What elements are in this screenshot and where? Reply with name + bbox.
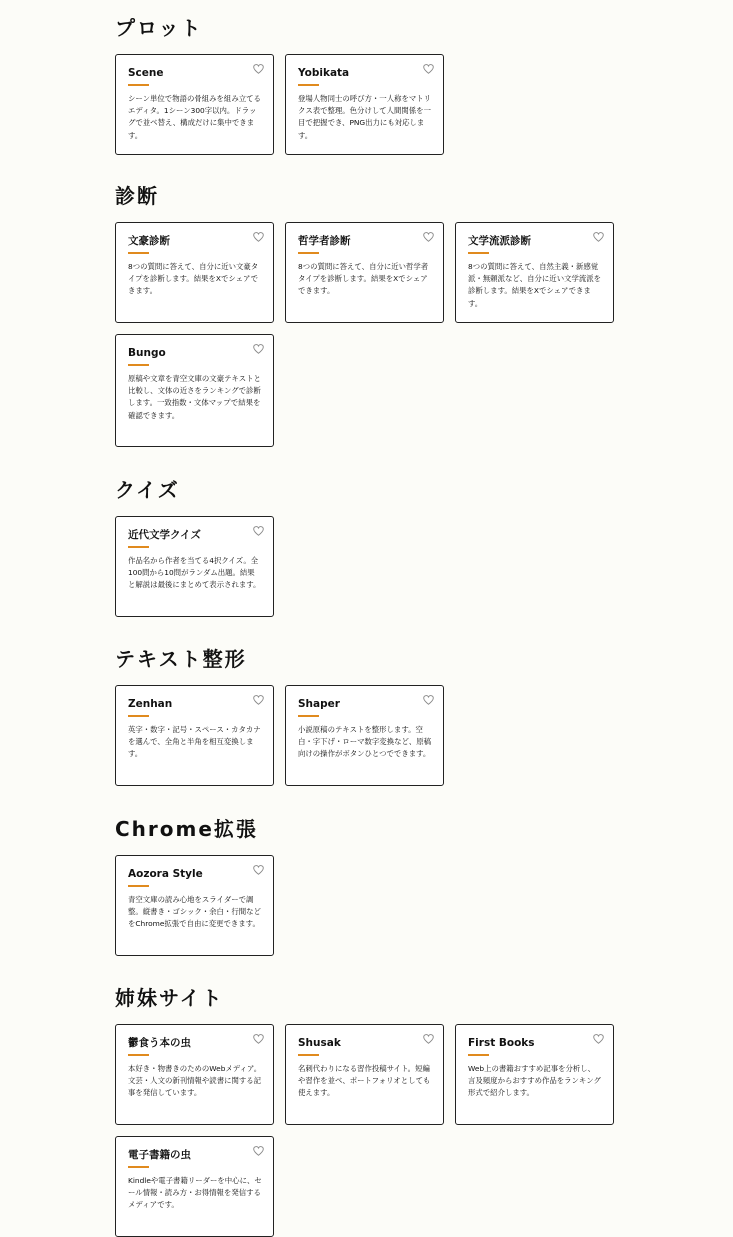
- site-card-shusak[interactable]: [285, 1024, 444, 1125]
- card-description: 原稿や文章を青空文庫の文豪テキストと比較し、文体の近さをランキングで診断します。一致指数・文体マップで結果を確認できます。: [128, 374, 261, 420]
- tool-card-scene[interactable]: [115, 54, 274, 155]
- card-title: First Books: [468, 1037, 535, 1049]
- card-description: 本好き・物書きのためのWebメディア。文芸・人文の新刊情報や読書に関する記事を発信しています。: [128, 1064, 262, 1098]
- section-sister-sites: [115, 984, 635, 1237]
- accent-rule: [298, 252, 319, 254]
- card-title: 文学流派診断: [468, 235, 531, 247]
- heart-icon[interactable]: [253, 695, 264, 705]
- section-diagnosis: [115, 182, 635, 447]
- section-title: 姉妹サイト: [115, 986, 224, 1010]
- accent-rule: [128, 885, 149, 887]
- accent-rule: [298, 84, 319, 86]
- heart-icon[interactable]: [593, 232, 604, 242]
- section-plot: [115, 14, 635, 155]
- heart-icon[interactable]: [253, 526, 264, 536]
- tools-page: [115, 0, 635, 1237]
- card-description: 登場人物同士の呼び方・一人称をマトリクス表で整理。色分けして人間関係を一目で把握でき、PNG出力にも対応します。: [298, 94, 432, 140]
- card-grid: [115, 516, 635, 617]
- card-title: Zenhan: [128, 698, 173, 710]
- card-title: Shusak: [298, 1037, 341, 1049]
- card-grid: [115, 54, 635, 155]
- tool-card-literature-quiz[interactable]: [115, 516, 274, 617]
- heart-icon[interactable]: [593, 1034, 604, 1044]
- card-grid: [115, 222, 635, 447]
- card-description: 8つの質問に答えて、自分に近い文豪タイプを診断します。結果をXでシェアできます。: [128, 262, 259, 296]
- section-title: 診断: [115, 184, 159, 208]
- section-text-formatting: [115, 645, 635, 786]
- tool-card-yobikata[interactable]: [285, 54, 444, 155]
- accent-rule: [128, 1054, 149, 1056]
- heart-icon[interactable]: [253, 1146, 264, 1156]
- card-description: 8つの質問に答えて、自然主義・新感覚派・無頼派など、自分に近い文学流派を診断します。結果をXでシェアできます。: [468, 262, 602, 308]
- card-grid: [115, 1024, 635, 1237]
- accent-rule: [128, 715, 149, 717]
- section-title: プロット: [115, 16, 203, 40]
- tool-card-zenhan[interactable]: [115, 685, 274, 786]
- site-card-ebook-worm[interactable]: [115, 1136, 274, 1237]
- tool-card-aozora-style[interactable]: [115, 855, 274, 956]
- card-title: 電子書籍の虫: [128, 1149, 191, 1161]
- card-title: 近代文学クイズ: [128, 529, 201, 541]
- section-title: テキスト整形: [115, 647, 247, 671]
- card-description: Kindleや電子書籍リーダーを中心に、セール情報・読み方・お得情報を発信するメディアです。: [128, 1176, 262, 1210]
- card-description: Web上の書籍おすすめ記事を分析し、言及頻度からおすすめ作品をランキング形式で紹介します。: [468, 1064, 601, 1098]
- card-grid: [115, 855, 635, 956]
- card-title: 文豪診断: [128, 235, 170, 247]
- site-card-bookworm[interactable]: [115, 1024, 274, 1125]
- accent-rule: [298, 1054, 319, 1056]
- tool-card-philosopher-diagnosis[interactable]: [285, 222, 444, 323]
- section-title: クイズ: [115, 478, 180, 502]
- card-description: 青空文庫の読み心地をスライダーで調整。縦書き・ゴシック・余白・行間などをChrome拡張で自由に変更できます。: [128, 895, 261, 929]
- heart-icon[interactable]: [423, 695, 434, 705]
- section-quiz: [115, 476, 635, 617]
- accent-rule: [128, 546, 149, 548]
- tool-card-bungo[interactable]: [115, 334, 274, 447]
- heart-icon[interactable]: [253, 1034, 264, 1044]
- accent-rule: [468, 1054, 489, 1056]
- card-title: 哲学者診断: [298, 235, 351, 247]
- tool-card-bungo-diagnosis[interactable]: [115, 222, 274, 323]
- tool-card-school-diagnosis[interactable]: [455, 222, 614, 323]
- section-title: Chrome拡張: [115, 817, 258, 841]
- accent-rule: [128, 252, 149, 254]
- card-title: Scene: [128, 67, 164, 79]
- card-title: Yobikata: [298, 67, 350, 79]
- accent-rule: [128, 84, 149, 86]
- heart-icon[interactable]: [423, 1034, 434, 1044]
- heart-icon[interactable]: [253, 232, 264, 242]
- site-card-first-books[interactable]: [455, 1024, 614, 1125]
- card-description: 作品名から作者を当てる4択クイズ。全100問から10問がランダム出題。結果と解説は最後にまとめて表示されます。: [128, 556, 261, 590]
- card-title: Shaper: [298, 698, 340, 710]
- card-title: 鬱食う本の虫: [128, 1037, 191, 1049]
- accent-rule: [298, 715, 319, 717]
- accent-rule: [128, 1166, 149, 1168]
- heart-icon[interactable]: [253, 865, 264, 875]
- heart-icon[interactable]: [423, 64, 434, 74]
- card-description: 名刺代わりになる習作投稿サイト。短編や習作を並べ、ポートフォリオとしても使えます。: [298, 1064, 431, 1098]
- card-description: 小説原稿のテキストを整形します。空白・字下げ・ローマ数字変換など、原稿向けの操作がボタンひとつでできます。: [298, 725, 432, 759]
- section-chrome-extension: [115, 815, 635, 956]
- card-description: 英字・数字・記号・スペース・カタカナを選んで、全角と半角を相互変換します。: [128, 725, 261, 759]
- heart-icon[interactable]: [253, 344, 264, 354]
- heart-icon[interactable]: [253, 64, 264, 74]
- tool-card-shaper[interactable]: [285, 685, 444, 786]
- heart-icon[interactable]: [423, 232, 434, 242]
- accent-rule: [128, 364, 149, 366]
- card-title: Aozora Style: [128, 868, 203, 880]
- card-title: Bungo: [128, 347, 166, 359]
- accent-rule: [468, 252, 489, 254]
- card-grid: [115, 685, 635, 786]
- card-description: 8つの質問に答えて、自分に近い哲学者タイプを診断します。結果をXでシェアできます。: [298, 262, 429, 296]
- card-description: シーン単位で物語の骨組みを組み立てるエディタ。1シーン300字以内。ドラッグで並べ替え、構成だけに集中できます。: [128, 94, 261, 140]
